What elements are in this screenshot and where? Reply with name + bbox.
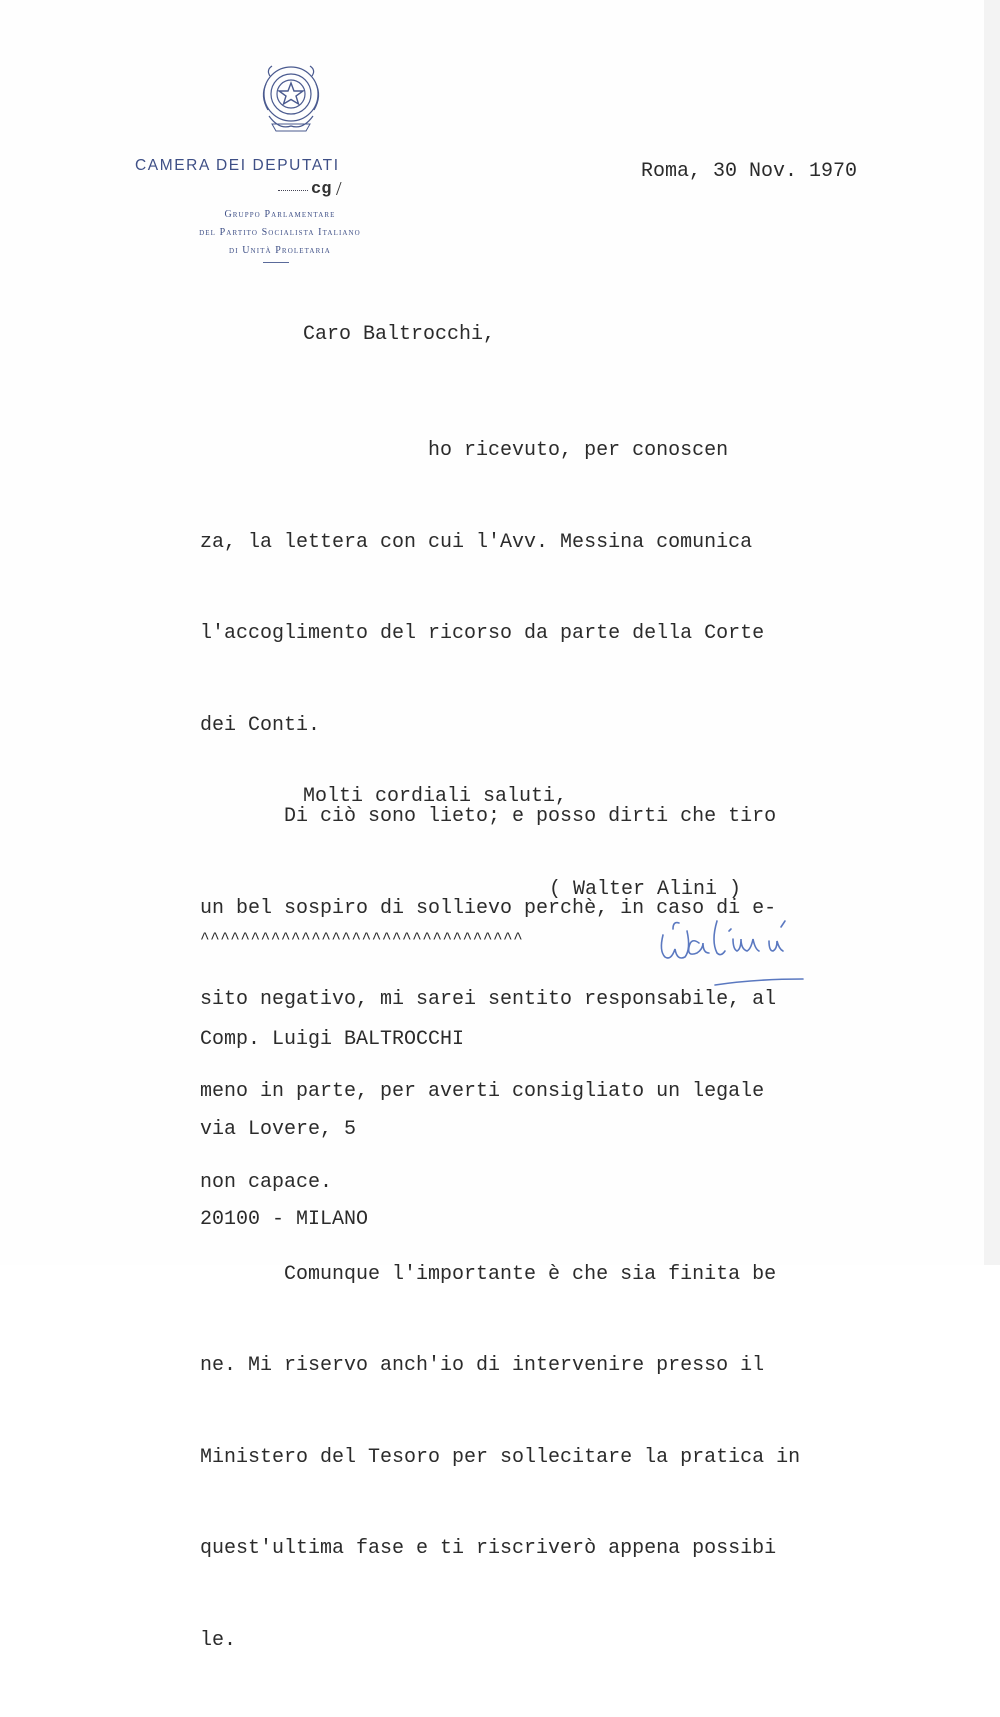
group-line: del Partito Socialista Italiano	[199, 227, 361, 238]
chamber-name: CAMERA DEI DEPUTATI	[135, 157, 340, 174]
body-line: Comunque l'importante è che sia finita be	[200, 1262, 777, 1286]
body-line: dei Conti.	[200, 713, 321, 737]
body-line: l'accoglimento del ricorso da parte della Corte	[200, 622, 765, 645]
address-line: 20100 - MILANO	[200, 1208, 369, 1231]
body-line: za, la lettera con cui l'Avv. Messina comunica	[200, 530, 753, 554]
handwritten-signature	[655, 905, 855, 995]
address-line: via Lovere, 5	[200, 1118, 357, 1141]
letter-date: Roma, 30 Nov. 1970	[641, 160, 858, 183]
separator-line: ^^^^^^^^^^^^^^^^^^^^^^^^^^^^^^^^	[200, 930, 524, 948]
group-divider	[263, 262, 289, 263]
body-line: ne. Mi riservo anch'io di intervenire presso il	[200, 1354, 765, 1377]
body-line: non capace.	[200, 1171, 333, 1194]
closing: Molti cordiali saluti,	[303, 785, 568, 808]
body-line: quest'ultima fase e ti riscriverò appena possibi	[200, 1537, 777, 1560]
reference-initials: cg	[311, 180, 332, 199]
body-line: ho ricevuto, per conoscen	[200, 439, 729, 462]
group-line: di Unità Proletaria	[229, 245, 331, 256]
parliamentary-group	[155, 206, 405, 260]
body-line: un bel sospiro di sollievo perchè, in caso di e-	[200, 896, 777, 920]
reference-dotted-line	[278, 190, 308, 191]
body-line: meno in parte, per averti consigliato un legale	[200, 1079, 765, 1103]
recipient-address	[200, 965, 464, 1295]
body-line: le.	[200, 1628, 237, 1652]
reference-slash: /	[336, 178, 342, 200]
body-line: Di ciò sono lieto; e posso dirti che tiro	[200, 805, 777, 828]
group-line: Gruppo Parlamentare	[224, 209, 336, 220]
body-line: sito negativo, mi sarei sentito responsabile, al	[200, 988, 777, 1011]
typed-signatory-name: ( Walter Alini )	[549, 878, 742, 901]
body-line: Ministero del Tesoro per sollecitare la pratica in	[200, 1445, 801, 1469]
address-line: Comp. Luigi BALTROCCHI	[200, 1028, 465, 1051]
italian-republic-emblem-icon	[256, 58, 326, 136]
salutation: Caro Baltrocchi,	[303, 323, 496, 346]
